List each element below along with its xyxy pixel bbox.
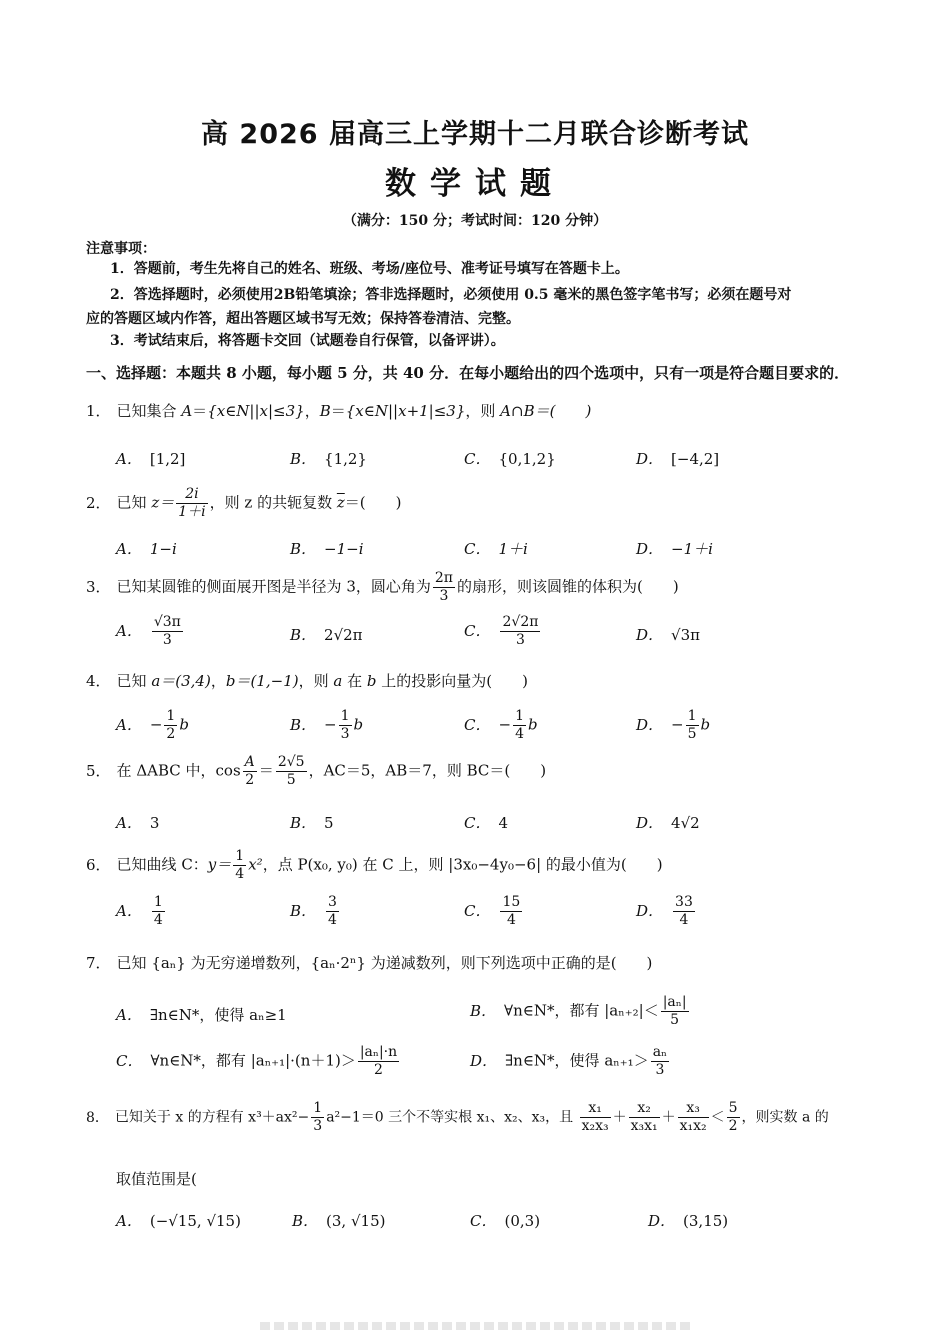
question-7: 7． 已知 {aₙ} 为无穷递增数列，{aₙ·2ⁿ} 为递减数列，则下列选项中正确的是( ) xyxy=(86,954,653,972)
q8-option-c[interactable]: C． (0,3) xyxy=(470,1212,541,1230)
q7-option-b[interactable]: B． ∀n∈N*，都有 |aₙ₊₂|＜ $\frac{\text{|aₙ|}}{5}$ xyxy=(470,994,687,1028)
question-number: 7． xyxy=(86,954,111,972)
q6-option-d[interactable]: D． $\frac{33}{4}$ xyxy=(636,894,693,928)
q7-option-d[interactable]: D． ∃n∈N*，使得 aₙ₊₁＞ $\frac{\text{aₙ}}{3}$ xyxy=(470,1044,668,1078)
question-1: 1． 已知集合 A＝{x∈N||x|≤3}，B＝{x∈N||x+1|≤3}，则 A∩B＝( ) xyxy=(86,402,592,420)
q8-option-d[interactable]: D． (3,15) xyxy=(648,1212,729,1230)
notes-heading: 注意事项： xyxy=(86,241,156,257)
question-5: 5． 在 ΔABC 中，cos $\frac{A}{2}$ ＝ $\frac{2√5}{5}$ ，AC＝5，AB＝7，则 BC＝( ) xyxy=(86,754,547,788)
faded-footer xyxy=(260,1322,690,1330)
q6-option-c[interactable]: C． $\frac{15}{4}$ xyxy=(464,894,521,928)
exam-info: （满分：150 分；考试时间：120 分钟） xyxy=(342,213,608,229)
q2-option-c[interactable]: C． 1＋i xyxy=(464,540,528,558)
question-8: 8． 已知关于 x 的方程有 x³＋ax²− $\frac{1}{3}$ a²−1＝0 三个不等实根 x₁、x₂、x₃，且 $\frac{\text{x₁}}{\text{x₂x₃}}$ ＋ $\frac{\text{x₂}}{\text{x₃x₁}}$ ＋ $\frac{\text{x₃}}{\text{x₁x₂}}$ ＜ $\frac{5}{2}$ ，则实数 a 的 xyxy=(86,1100,829,1134)
note-3: 3．考试结束后，将答题卡交回（试题卷自行保管，以备评讲）。 xyxy=(110,333,505,349)
q5-option-b[interactable]: B． 5 xyxy=(290,814,334,832)
q4-option-b[interactable]: B． − $\frac{1}{3}$ b xyxy=(290,708,364,742)
q2-option-a[interactable]: A． 1−i xyxy=(116,540,177,558)
q5-option-a[interactable]: A． 3 xyxy=(116,814,160,832)
q4-option-a[interactable]: A． − $\frac{1}{2}$ b xyxy=(116,708,189,742)
q1-option-c[interactable]: C． {0,1,2} xyxy=(464,450,556,468)
q7-option-c[interactable]: C． ∀n∈N*，都有 |aₙ₊₁|·(n＋1)＞ $\frac{\text{|aₙ|·n}}{2}$ xyxy=(116,1044,398,1078)
q6-option-b[interactable]: B． $\frac{3}{4}$ xyxy=(290,894,337,928)
section-heading: 一、选择题：本题共 8 小题，每小题 5 分，共 40 分．在每小题给出的四个选项中，只有一项是符合题目要求的． xyxy=(86,364,850,382)
q3-option-c[interactable]: C． $\frac{2√2\pi}{3}$ xyxy=(464,614,539,648)
q3-option-d[interactable]: D． √3π xyxy=(636,626,700,644)
q4-option-d[interactable]: D． − $\frac{1}{5}$ b xyxy=(636,708,711,742)
exam-title: 高 2026 届高三上学期十二月联合诊断考试 xyxy=(201,119,749,150)
question-3: 3． 已知某圆锥的侧面展开图是半径为 3，圆心角为 $\frac{2\pi}{3}$ 的扇形，则该圆锥的体积为( ) xyxy=(86,570,679,604)
q2-option-d[interactable]: D． −1＋i xyxy=(636,540,713,558)
question-number: 8． xyxy=(86,1109,109,1126)
q7-option-a[interactable]: A． ∃n∈N*，使得 aₙ≥1 xyxy=(116,1006,287,1024)
q6-option-a[interactable]: A． $\frac{1}{4}$ xyxy=(116,894,163,928)
q3-option-b[interactable]: B． 2√2π xyxy=(290,626,363,644)
question-6: 6． 已知曲线 C：y＝ $\frac{1}{4}$ x²，点 P(x₀, y₀) 在 C 上，则 |3x₀−4y₀−6| 的最小值为( ) xyxy=(86,848,663,882)
q5-option-c[interactable]: C． 4 xyxy=(464,814,509,832)
q1-option-d[interactable]: D． [−4,2] xyxy=(636,450,720,468)
question-2: 2． 已知 z＝ $\frac{2i}{1+i}$ ，则 z 的共轭复数 $\overline{z}=$( ) xyxy=(86,486,402,520)
question-4: 4． 已知 a＝(3,4)，b＝(1,−1)，则 a 在 b 上的投影向量为( ) xyxy=(86,672,528,690)
question-number: 5． xyxy=(86,761,111,780)
exam-subtitle: 数学试题 xyxy=(385,166,565,202)
fraction: $\frac{2\pi}{3}$ xyxy=(434,570,453,604)
q1-option-b[interactable]: B． {1,2} xyxy=(290,450,367,468)
q5-option-d[interactable]: D． 4√2 xyxy=(636,814,700,832)
question-number: 3． xyxy=(86,577,111,596)
note-2: 2．答选择题时，必须使用2B铅笔填涂；答非选择题时，必须使用 0.5 毫米的黑色签字笔书写；必须在题号对 xyxy=(110,287,792,303)
question-number: 1． xyxy=(86,402,111,420)
question-number: 2． xyxy=(86,493,111,512)
note-1: 1．答题前，考生先将自己的姓名、班级、考场/座位号、准考证号填写在答题卡上。 xyxy=(110,261,629,277)
question-number: 4． xyxy=(86,672,111,690)
fraction: $\frac{2i}{1+i}$ xyxy=(178,486,206,520)
question-8-cont: 取值范围是( xyxy=(116,1170,197,1188)
q3-option-a[interactable]: A． $\frac{√3\pi}{3}$ xyxy=(116,614,181,648)
q4-option-c[interactable]: C． − $\frac{1}{4}$ b xyxy=(464,708,538,742)
q8-option-a[interactable]: A． (−√15, √15) xyxy=(116,1212,241,1230)
q8-option-b[interactable]: B． (3, √15) xyxy=(292,1212,386,1230)
q2-option-b[interactable]: B． −1−i xyxy=(290,540,364,558)
question-number: 6． xyxy=(86,855,111,874)
q1-option-a[interactable]: A． [1,2] xyxy=(116,450,186,468)
note-2-cont: 应的答题区域内作答，超出答题区域书写无效；保持答卷清洁、完整。 xyxy=(86,311,520,327)
